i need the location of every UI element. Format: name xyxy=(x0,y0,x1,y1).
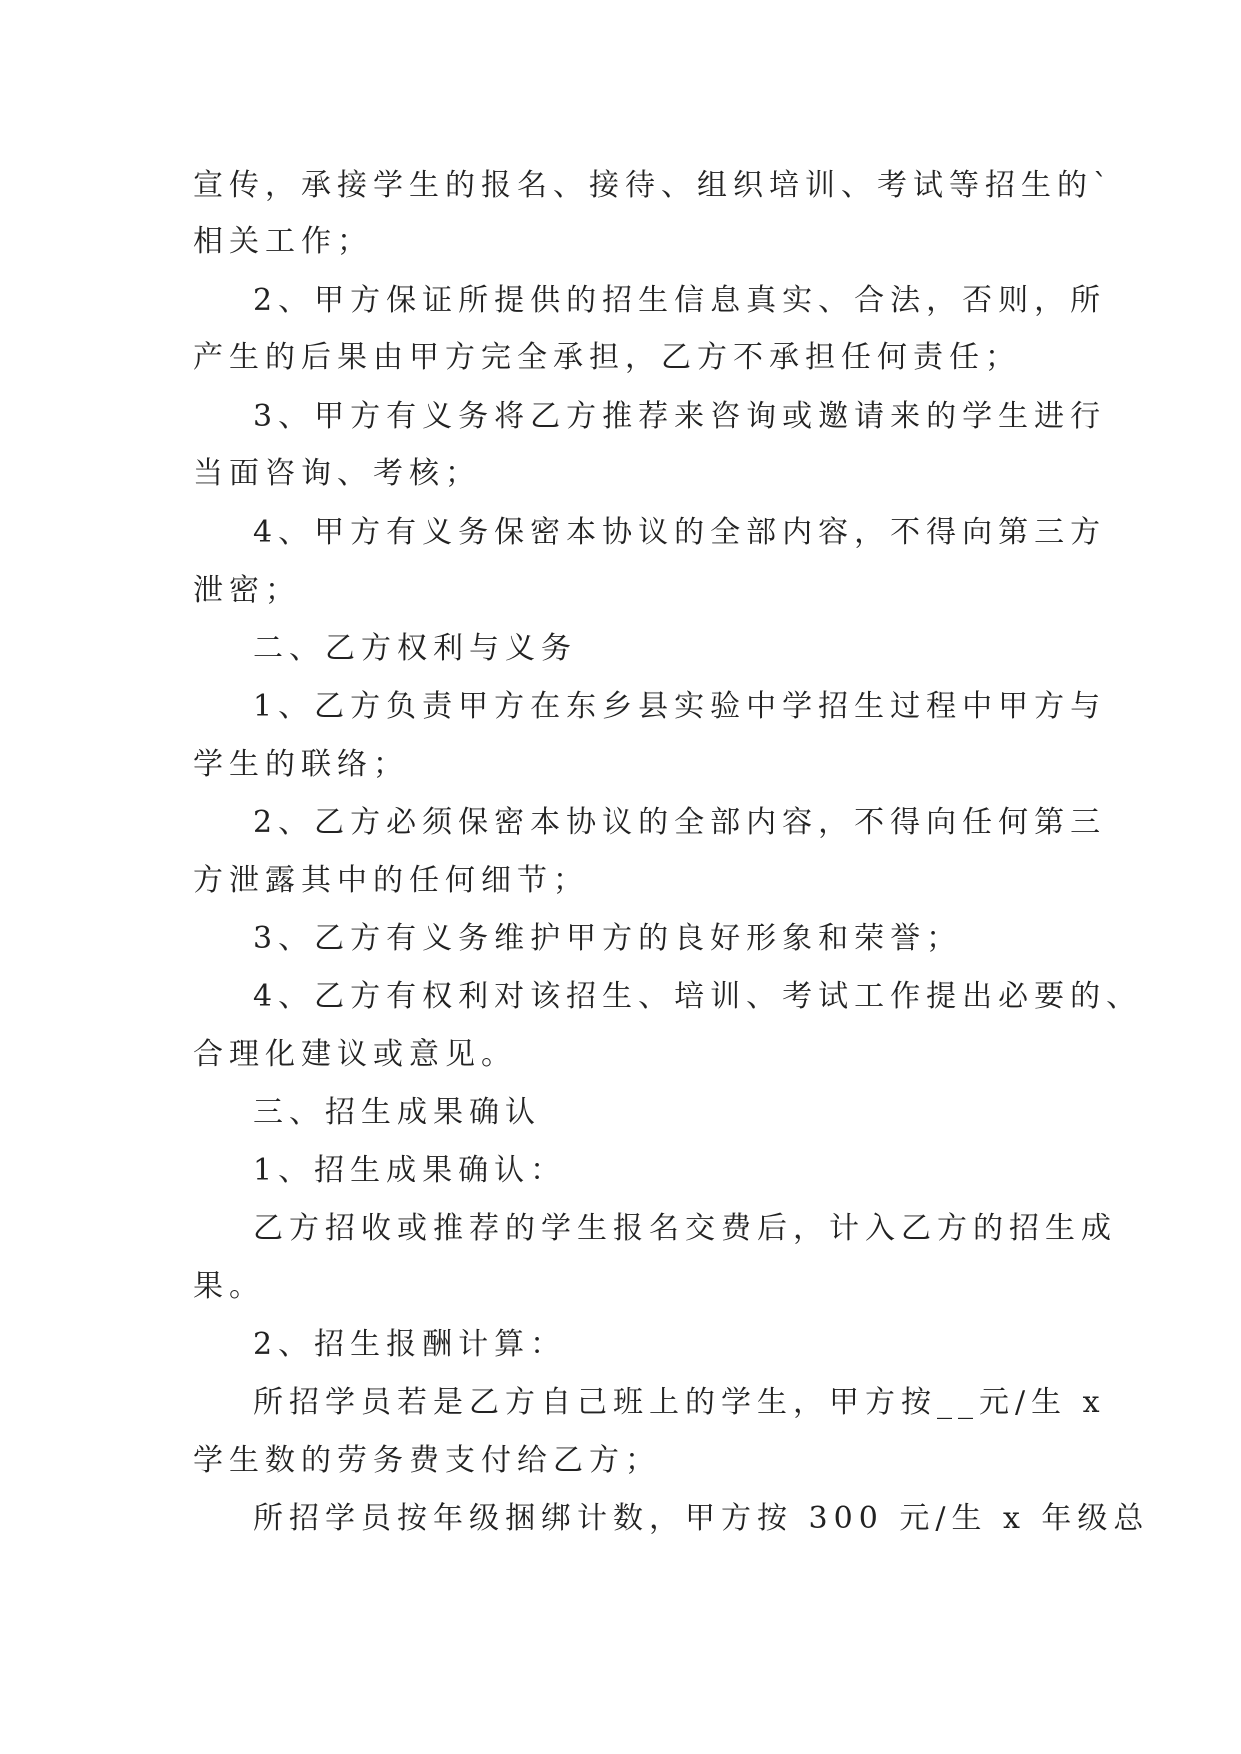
text-line: 合理化建议或意见。 xyxy=(193,1037,517,1072)
text-line: 1、乙方负责甲方在东乡县实验中学招生过程中甲方与 xyxy=(253,689,1107,724)
text-line: 果。 xyxy=(193,1269,265,1304)
text-line: 相关工作； xyxy=(193,224,373,259)
text-line: 4、乙方有权利对该招生、培训、考试工作提出必要的、 xyxy=(253,979,1143,1014)
section-heading: 二、乙方权利与义务 xyxy=(253,631,577,666)
text-line: 1、招生成果确认： xyxy=(253,1153,567,1188)
text-line: 4、甲方有义务保密本协议的全部内容，不得向第三方 xyxy=(253,515,1107,550)
text-line: 宣传，承接学生的报名、接待、组织培训、考试等招生的` xyxy=(193,168,1114,203)
text-line: 所招学员若是乙方自己班上的学生，甲方按__元/生 x xyxy=(253,1385,1106,1420)
text-line: 2、甲方保证所提供的招生信息真实、合法，否则，所 xyxy=(253,283,1107,318)
text-line: 2、招生报酬计算： xyxy=(253,1327,567,1362)
text-line: 泄密； xyxy=(193,573,301,608)
text-line: 所招学员按年级捆绑计数，甲方按 300 元/生 x 年级总 xyxy=(253,1501,1150,1536)
section-heading: 三、招生成果确认 xyxy=(253,1095,541,1130)
text-line: 学生数的劳务费支付给乙方； xyxy=(193,1443,661,1478)
text-line: 3、乙方有义务维护甲方的良好形象和荣誉； xyxy=(253,921,963,956)
text-line: 3、甲方有义务将乙方推荐来咨询或邀请来的学生进行 xyxy=(253,399,1107,434)
text-line: 当面咨询、考核； xyxy=(193,456,481,491)
text-line: 乙方招收或推荐的学生报名交费后，计入乙方的招生成 xyxy=(253,1211,1117,1246)
text-line: 2、乙方必须保密本协议的全部内容，不得向任何第三 xyxy=(253,805,1107,840)
text-line: 方泄露其中的任何细节； xyxy=(193,863,589,898)
text-line: 产生的后果由甲方完全承担，乙方不承担任何责任； xyxy=(193,340,1021,375)
text-line: 学生的联络； xyxy=(193,747,409,782)
